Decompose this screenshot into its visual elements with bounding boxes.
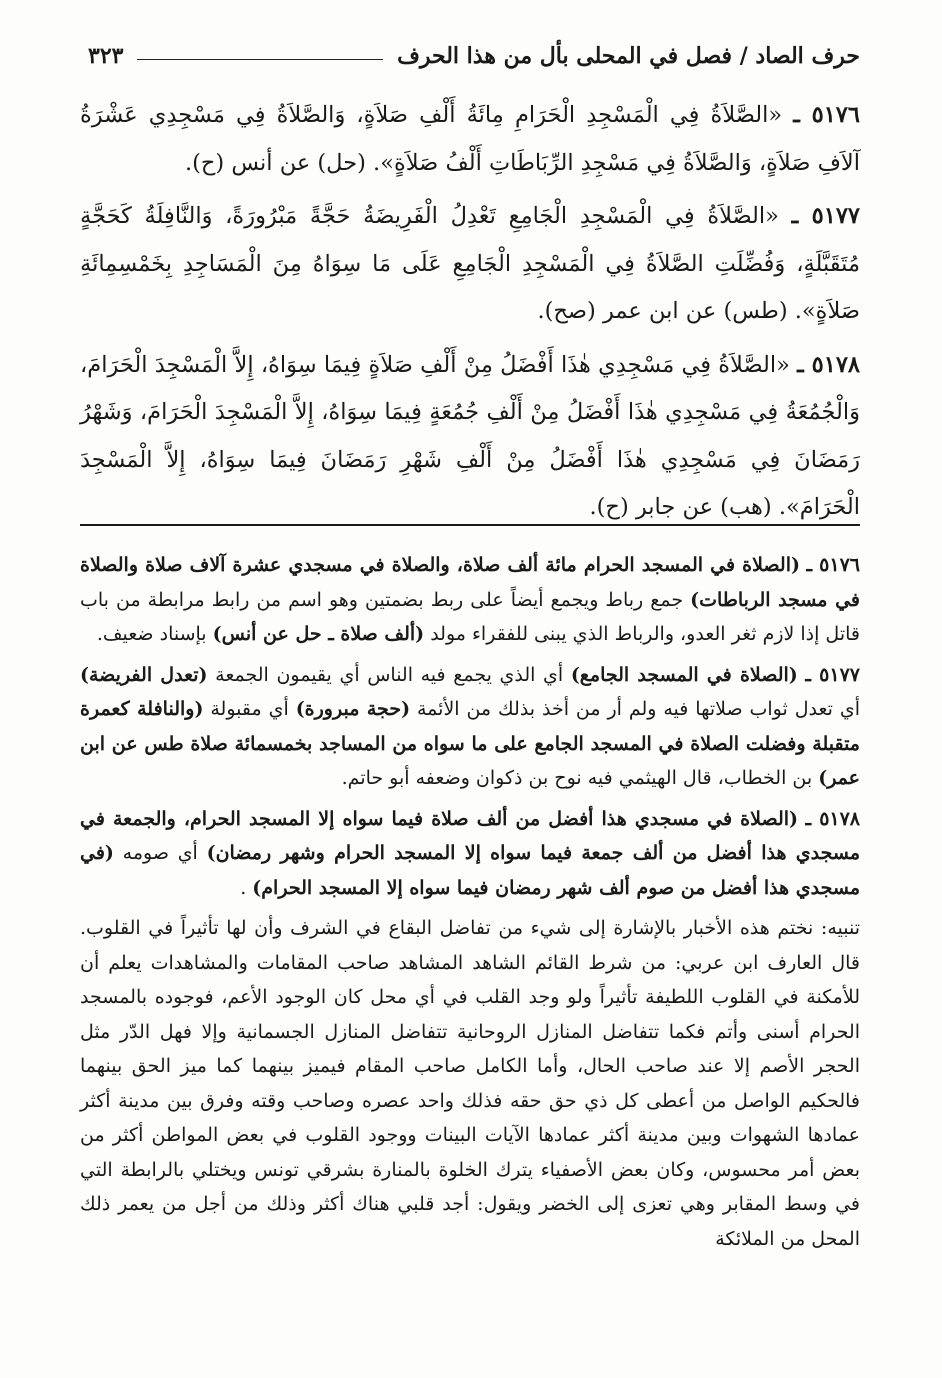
hadith-5178	[80, 342, 860, 532]
commentary-text: بن الخطاب، قال الهيثمي فيه نوح بن ذكوان وضعفه أبو حاتم.	[341, 767, 813, 789]
tanbih-note	[80, 911, 860, 1256]
commentary-5178	[80, 802, 860, 906]
hadith-body: «الصَّلاَةُ فِي الْمَسْجِدِ الْحَرَامِ مِائَةُ أَلْفِ صَلاَةٍ، وَالصَّلاَةُ فِي مَسْجِدِي عَشْرَةُ آلاَفِ صَلاَةٍ، وَالصَّلاَةُ فِي مَسْجِدِ الرِّبَاطَاتِ أَلْفُ صَلاَةٍ». (حل) عن أنس (ح).	[80, 102, 860, 176]
commentary-text: .	[240, 876, 247, 899]
commentary-quote: (ألف صلاة ـ حل عن أنس)	[212, 623, 425, 645]
hadith-body: «الصَّلاَةُ فِي مَسْجِدِي هٰذَا أَفْضَلُ مِنْ أَلْفِ صَلاَةٍ فِيمَا سِوَاهُ، إِلاَّ الْمَسْجِدَ الْحَرَامَ، وَالْجُمُعَةُ فِي مَسْجِدِي هٰذَا أَفْضَلُ مِنْ أَلْفِ جُمُعَةٍ فِيمَا سِوَاهُ، إِلاَّ الْمَسْجِدَ الْحَرَامَ، وَشَهْرُ رَمَضَانَ فِي مَسْجِدِي هٰذَا أَفْضَلُ مِنْ أَلْفِ شَهْرِ رَمَضَانَ فِيمَا سِوَاهُ، إِلاَّ الْمَسْجِدَ الْحَرَامَ». (هب) عن جابر (ح).	[80, 351, 860, 520]
commentary-number: ٥١٧٨ ـ	[805, 807, 861, 830]
commentary-quote: (حجة مبرورة)	[295, 698, 411, 720]
page-number: ٣٢٣	[88, 43, 124, 69]
commentary-text: بإسناد ضعيف.	[96, 623, 207, 645]
commentary-quote: (تعدل الفريضة)	[80, 663, 208, 686]
commentary-quote: (في مسجدي هذا أفضل من صوم ألف شهر رمضان فيما سواه إلا المسجد الحرام)	[80, 842, 860, 899]
commentary-5176	[80, 548, 860, 652]
commentary-number: ٥١٧٦ ـ	[806, 554, 860, 576]
commentary-5177	[80, 658, 860, 796]
commentary-text: أي صومه	[122, 842, 198, 864]
commentary-text: جمع رباط ويجمع أيضاً على ربط بضمتين وهو اسم من رابط مرابطة من باب قاتل إذا لازم ثغر العدو، والرباط الذي يبنى للفقراء مولد	[80, 588, 860, 645]
hadith-5176	[80, 92, 860, 187]
commentary-quote: (الصلاة في مسجدي هذا أفضل من ألف صلاة فيما سواه إلا المسجد الحرام، والجمعة في مسجدي هذا أفضل من ألف جمعة فيما سواه إلا المسجد الحرام وشهر رمضان)	[80, 807, 860, 864]
commentary-block	[80, 548, 860, 1262]
commentary-text: أي الذي يجمع فيه الناس أي يقيمون الجمعة	[215, 663, 564, 686]
commentary-quote: (الصلاة في المسجد الحرام مائة ألف صلاة، والصلاة في مسجدي عشرة آلاف صلاة والصلاة في مسجد الرباطات)	[80, 554, 860, 611]
hadith-5177	[80, 193, 860, 336]
hadith-number: ٥١٧٨ ـ	[797, 351, 860, 378]
header-title: حرف الصاد / فصل في المحلى بأل من هذا الحرف	[397, 43, 860, 69]
hadith-number: ٥١٧٦ ـ	[793, 102, 860, 128]
commentary-text: أي مقبولة	[210, 698, 289, 720]
commentary-text: أي تعدل ثواب صلاتها فيه ولم أر من أخذ بذلك من الأئمة	[416, 698, 860, 720]
running-header	[88, 36, 860, 76]
hadith-body: «الصَّلاَةُ فِي الْمَسْجِدِ الْجَامِعِ تَعْدِلُ الْفَرِيضَةُ حَجَّةً مَبْرُورَةً، وَالنَّافِلَةُ كَحَجَّةٍ مُتَقَبَّلَةٍ، وَفُضِّلَتِ الصَّلاَةُ فِي الْمَسْجِدِ الْجَامِعِ عَلَى مَا سِوَاهُ مِنَ الْمَسَاجِدِ بِخَمْسِمِائَةِ صَلاَةٍ». (طس) عن ابن عمر (صح).	[80, 203, 860, 324]
commentary-quote: (الصلاة في المسجد الجامع)	[570, 663, 798, 686]
header-rule	[137, 59, 383, 60]
tanbih-text: نختم هذه الأخبار بالإشارة إلى شيء من تفاضل البقاع في الشرف وأن لها تأثيراً في القلوب. قال العارف ابن عربي: من شرط القائم الشاهد المشاهد صاحب المقامات والمشاهدات يعلم أن للأمكنة في القلوب اللطيفة تأثيراً ولو وجد القلب في أي محل كان الوجود الأعم، فوجوده بالمسجد الحرام أسنى وأتم فكما تتفاضل المنازل الروحانية تتفاضل المنازل الجسمانية وإلا فهل الدّر مثل الحجر الأصم إلا عند صاحب الحال، وأما الكامل صاحب المقام فيميز بينهما كما ميز الحق بينهما فالحكيم الواصل من أعطى كل ذي حق حقه فذلك واحد عصره وصاحب وقته وفرق بين مدينة أكثر عمادها الشهوات وبين مدينة أكثر عمادها الآيات البينات ووجود القلوب في بعض المواطن أكثر من بعض أمر محسوس، وكان بعض الأصفياء يترك الخلوة بالمنارة بشرقي تونس ويختلي بالرابطة التي في وسط المقابر وهي تعزى إلى الخضر ويقول: أجد قلبي هناك أكثر وذلك من أجل من يعمر ذلك المحل من الملائكة	[80, 917, 860, 1250]
commentary-quote: (والنافلة كعمرة متقبلة وفضلت الصلاة في المسجد الجامع على ما سواه من المساجد بخمسمائة صلاة طس عن ابن عمر)	[80, 698, 860, 789]
commentary-number: ٥١٧٧ ـ	[805, 663, 860, 686]
footnote-divider	[80, 524, 860, 526]
hadith-number: ٥١٧٧ ـ	[791, 203, 860, 229]
tanbih-label: تنبيه:	[820, 917, 860, 939]
hadith-text-block	[80, 92, 860, 538]
